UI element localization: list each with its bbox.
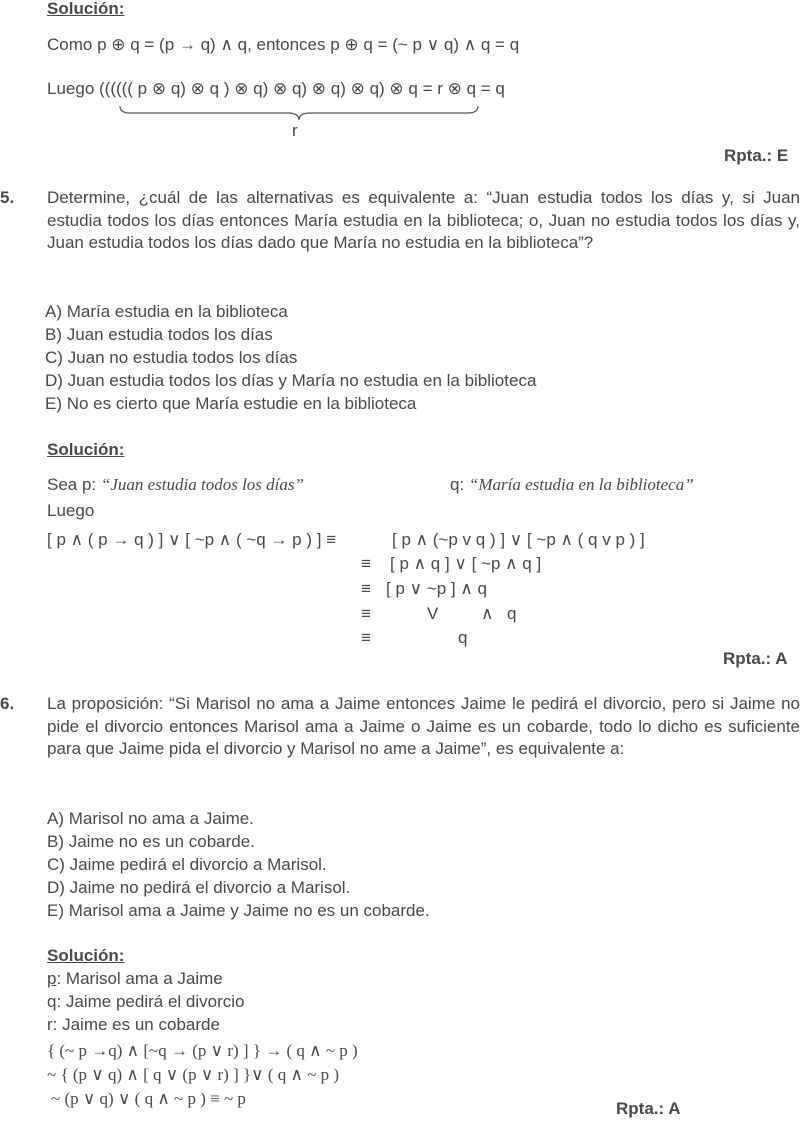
formula-line-3: ~ (p ∨ q) ∨ ( q ∧ ~ p ) ≡ ~ p bbox=[51, 1089, 246, 1108]
equiv-symbol: ≡ bbox=[361, 604, 371, 623]
question-text: Determine, ¿cuál de las alternativas es equivalente a: “Juan estudia todos los días y, si Juan estudia todos los días entonces María estudia en la biblioteca; o, Juan no estudia todos los días y, Juan estudia todos los días dado que María no estudia en la biblioteca”? bbox=[47, 188, 800, 252]
formula-line-1: { (~ p →q) ∧ [~q → (p ∨ r) ] } → ( q ∧ ~ p ) bbox=[47, 1041, 358, 1060]
definition-r: r: Jaime es un cobarde bbox=[47, 1015, 220, 1034]
underbrace bbox=[118, 104, 480, 122]
answer-label: Rpta.: E bbox=[724, 146, 789, 165]
definition-p: p: Marisol ama a Jaime bbox=[47, 969, 223, 988]
underbrace-label: r bbox=[292, 121, 298, 140]
equation-step-5: q bbox=[458, 628, 468, 647]
equation-step-4-v: V bbox=[427, 604, 439, 623]
equation-left: [ p ∧ ( p → q ) ] ∨ [ ~p ∧ ( ~q → p ) ] ≡ bbox=[47, 530, 337, 549]
solution-heading: Solución: bbox=[47, 946, 125, 965]
luego-label: Luego bbox=[47, 501, 95, 520]
solution-heading: Solución: bbox=[47, 440, 125, 459]
definition-q: q: “María estudia en la biblioteca” bbox=[450, 475, 694, 494]
answer-label: Rpta.: A bbox=[723, 649, 788, 668]
solution-heading: Solución: bbox=[47, 0, 125, 18]
equation-step-4-q: q bbox=[507, 604, 517, 623]
option-b: B) Jaime no es un cobarde. bbox=[47, 832, 255, 851]
option-c: C) Juan no estudia todos los días bbox=[45, 348, 298, 367]
question-text: La proposición: “Si Marisol no ama a Jaime entonces Jaime le pedirá el divorcio, pero si Jaime no pide el divorcio entonces Marisol ama a Jaime o Jaime es un cobarde, todo lo dicho es suficiente para que Jaime pida el divorcio y Marisol no ame a Jaime”, es equivalente a: bbox=[47, 694, 800, 758]
equiv-symbol: ≡ bbox=[361, 579, 371, 598]
option-b: B) Juan estudia todos los días bbox=[45, 325, 273, 344]
equation-step-3: [ p ∨ ~p ] ∧ q bbox=[386, 579, 487, 598]
option-a: A) Marisol no ama a Jaime. bbox=[47, 809, 254, 828]
question-number: 6. bbox=[0, 694, 15, 713]
question-number: 5. bbox=[0, 188, 15, 207]
formula-line-2: ~ { (p ∨ q) ∧ [ q ∨ (p ∨ r) ] }∨ ( q ∧ ~ p ) bbox=[47, 1065, 340, 1084]
option-e: E) No es cierto que María estudie en la biblioteca bbox=[45, 394, 417, 413]
equiv-symbol: ≡ bbox=[361, 628, 371, 647]
equation-step-4-and: ∧ bbox=[481, 604, 494, 623]
equation-step-1: [ p ∧ (~p v q ) ] ∨ [ ~p ∧ ( q v p ) ] bbox=[392, 530, 645, 549]
equiv-symbol: ≡ bbox=[361, 554, 371, 573]
answer-label: Rpta.: A bbox=[616, 1099, 681, 1118]
definition-p: Sea p: “Juan estudia todos los días” bbox=[47, 475, 304, 494]
option-e: E) Marisol ama a Jaime y Jaime no es un cobarde. bbox=[47, 901, 430, 920]
option-a: A) María estudia en la biblioteca bbox=[45, 302, 288, 321]
solution-luego-line: Luego (((((( p ⊗ q) ⊗ q ) ⊗ q) ⊗ q) ⊗ q) ⊗ q) ⊗ q = r ⊗ q = q bbox=[47, 79, 505, 98]
solution-como-line: Como p ⊕ q = (p → q) ∧ q, entonces p ⊕ q = (~ p ∨ q) ∧ q = q bbox=[47, 35, 520, 54]
definition-q: q: Jaime pedirá el divorcio bbox=[47, 992, 245, 1011]
option-d: D) Juan estudia todos los días y María no estudia en la biblioteca bbox=[45, 371, 537, 390]
option-d: D) Jaime no pedirá el divorcio a Marisol. bbox=[47, 878, 351, 897]
option-c: C) Jaime pedirá el divorcio a Marisol. bbox=[47, 855, 327, 874]
equation-step-2: [ p ∧ q ] ∨ [ ~p ∧ q ] bbox=[390, 554, 542, 573]
